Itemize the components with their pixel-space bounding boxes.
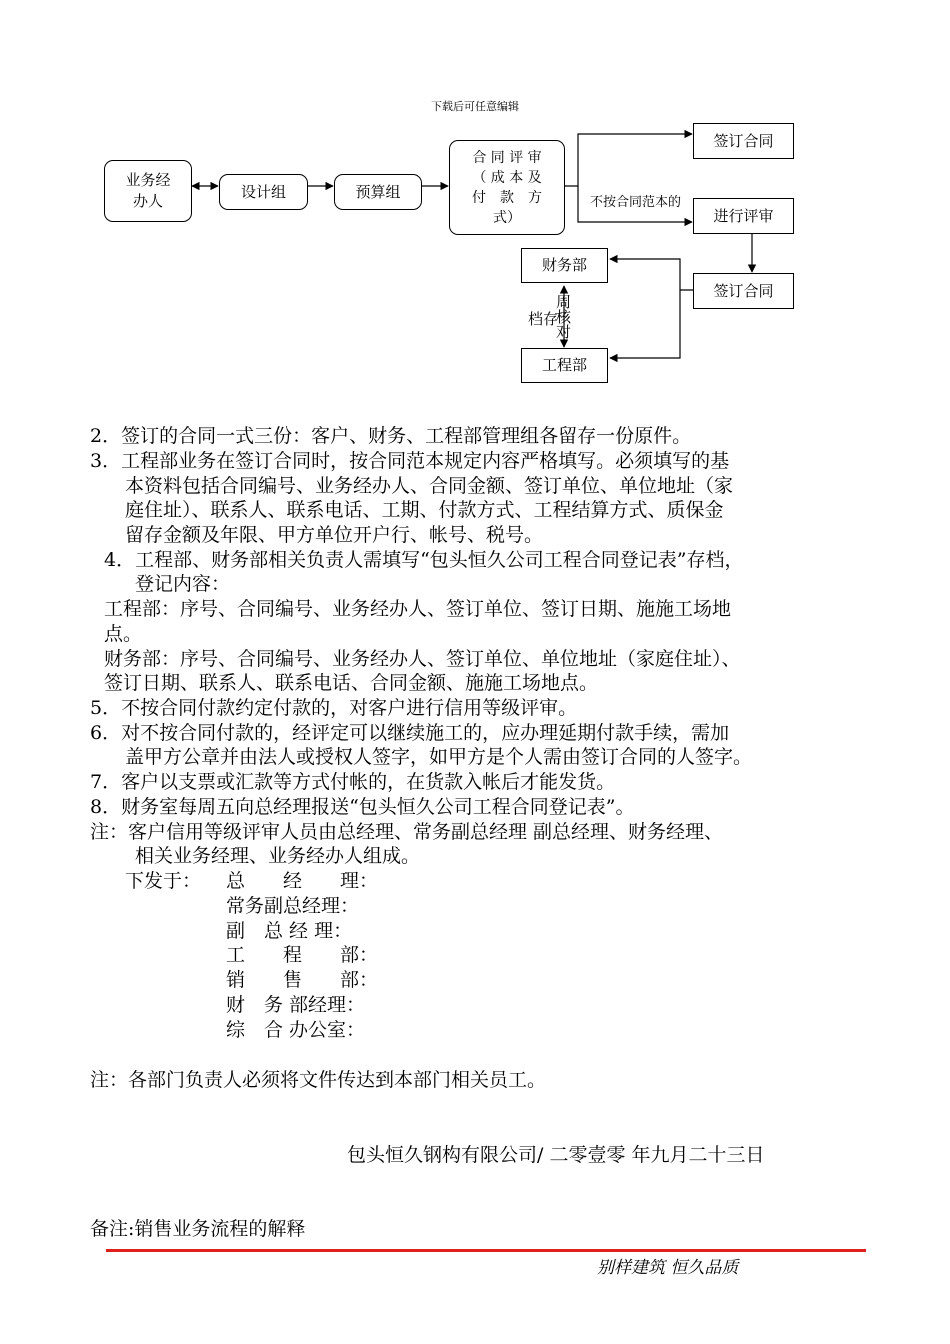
download-notice: 下载后可任意编辑 [431, 100, 519, 113]
item-6-line-1: 6．对不按合同付款的，经评定可以继续施工的，应办理延期付款手续，需加 [90, 722, 730, 744]
item-8: 8．财务室每周五向总经理报送“包头恒久公司工程合同登记表”。 [90, 796, 635, 818]
recipient-general-manager: 总 经 理： [226, 870, 379, 892]
weekly-check-label: 周 核 对 [556, 293, 572, 341]
item-4-line-2: 登记内容： [135, 573, 231, 595]
finance-fields-line-2: 签订日期、联系人、联系电话、合同金额、施施工场地点。 [104, 672, 599, 694]
recipient-sales: 销 售 部： [226, 969, 379, 991]
credit-note-line-2: 相关业务经理、业务经办人组成。 [135, 845, 421, 867]
item-7: 7．客户以支票或汇款等方式付帐的，在货款入帐后才能发货。 [90, 771, 616, 793]
recipient-executive-deputy: 常务副总经理： [226, 895, 360, 917]
item-6-line-2: 盖甲方公章并由法人或授权人签字，如甲方是个人需由签订合同的人签字。 [125, 746, 753, 768]
finance-fields-line-1: 财务部：序号、合同编号、业务经办人、签订单位、单位地址（家庭住址）、 [104, 648, 741, 670]
remark: 备注:销售业务流程的解释 [90, 1218, 306, 1240]
budget-group-box: 预算组 [334, 174, 422, 210]
branch-to-sign [565, 134, 692, 186]
item-3-line-3: 庭住址）、联系人、联系电话、工期、付款方式、工程结算方式、质保金 [125, 499, 724, 521]
credit-note-line-1: 注：客户信用等级评审人员由总经理、常务副总经理 副总经理、财务经理、 [90, 821, 724, 843]
item-5: 5．不按合同付款约定付款的，对客户进行信用等级评审。 [90, 697, 578, 719]
archive-label: 档存 [528, 310, 559, 328]
sign-contract-box-2: 签订合同 [693, 273, 794, 309]
engineering-fields-line-1: 工程部：序号、合同编号、业务经办人、签订单位、签订日期、施施工场地 [104, 598, 732, 620]
distribute-label: 下发于： [125, 870, 202, 892]
recipient-deputy-manager: 副 总 经 理： [226, 920, 353, 942]
item-3-line-4: 留存金额及年限、甲方单位开户行、帐号、税号。 [125, 524, 544, 546]
item-3-line-1: 3．工程部业务在签订合同时，按合同范本规定内容严格填写。必须填写的基 [90, 450, 730, 472]
recipient-engineering: 工 程 部： [226, 944, 379, 966]
business-agent-box: 业务经 办人 [104, 160, 192, 222]
item-4-line-1: 4．工程部、财务部相关负责人需填写“包头恒久公司工程合同登记表”存档， [104, 549, 744, 571]
arrow-sign-finance [610, 259, 693, 290]
contract-review-box: 合 同 评 审 （ 成 本 及 付 款 方 式） [449, 140, 565, 235]
recipient-finance-manager: 财 务 部经理： [226, 994, 366, 1016]
item-2: 2．签订的合同一式三份：客户、财务、工程部管理组各留存一份原件。 [90, 425, 692, 447]
staff-notice: 注：各部门负责人必须将文件传达到本部门相关员工。 [90, 1069, 547, 1091]
footer-slogan: 别样建筑 恒久品质 [597, 1258, 739, 1278]
engineering-dept-box: 工程部 [521, 348, 608, 383]
non-standard-contract-label: 不按合同范本的 [590, 195, 682, 210]
engineering-fields-line-2: 点。 [104, 623, 143, 645]
recipient-general-office: 综 合 办公室： [226, 1019, 366, 1041]
conduct-review-box: 进行评审 [693, 198, 794, 234]
item-3-line-2: 本资料包括合同编号、业务经办人、合同金额、签订单位、单位地址（家 [125, 475, 734, 497]
company-signature-date: 包头恒久钢构有限公司/ 二零壹零 年九月二十三日 [347, 1144, 765, 1166]
design-group-box: 设计组 [219, 174, 308, 210]
finance-dept-box: 财务部 [521, 248, 608, 283]
footer-divider [106, 1249, 866, 1252]
arrow-sign-engineering [610, 290, 680, 358]
sign-contract-box-1: 签订合同 [693, 123, 794, 159]
